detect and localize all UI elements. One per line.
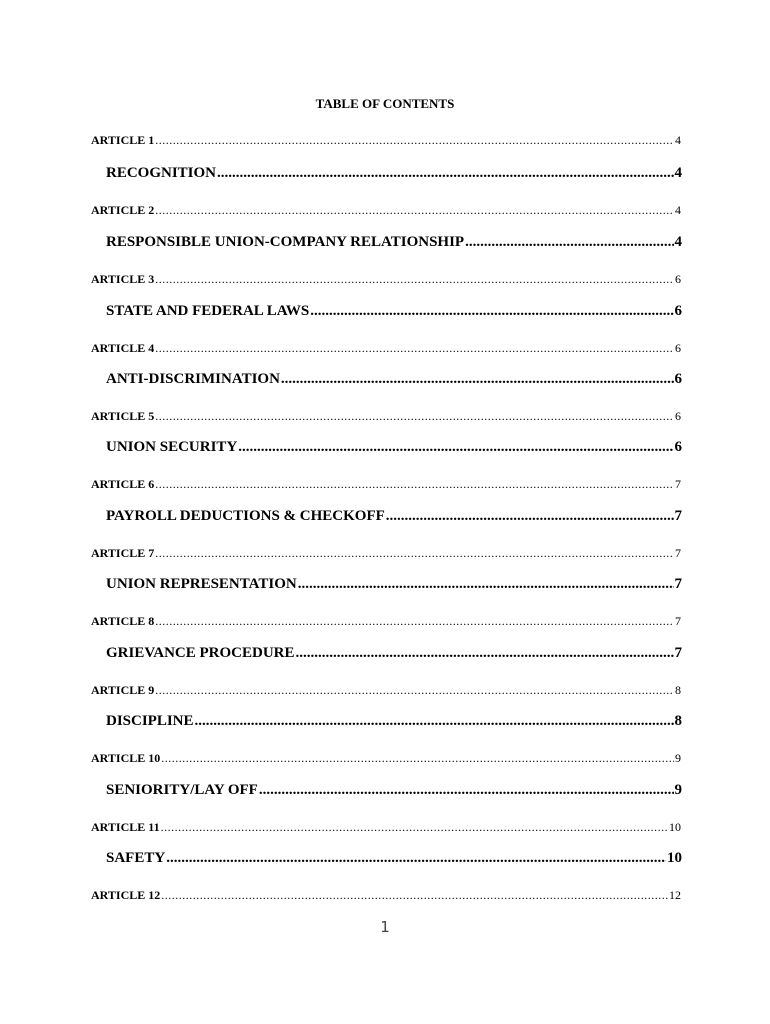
toc-entry-page: 10 — [667, 850, 682, 866]
dot-leader — [238, 437, 673, 457]
dot-leader — [298, 574, 674, 594]
dot-leader — [155, 271, 674, 287]
dot-leader — [296, 643, 674, 663]
toc-entry-label: ARTICLE 5 — [91, 409, 155, 423]
toc-entry-article-1[interactable] — [91, 132, 681, 148]
toc-entry-page: 6 — [674, 439, 682, 455]
toc-entry-label: ANTI-DISCRIMINATION — [106, 371, 280, 387]
toc-entry-article-8[interactable] — [91, 613, 681, 629]
toc-entry-label: ARTICLE 10 — [91, 751, 161, 765]
toc-entry-label: ARTICLE 12 — [91, 888, 161, 902]
toc-entry-page: 6 — [675, 341, 681, 355]
toc-entry-seniority-lay-off[interactable] — [106, 780, 682, 800]
dot-leader — [281, 369, 674, 389]
page-number: 1 — [380, 918, 390, 936]
dot-leader — [217, 163, 673, 183]
dot-leader — [155, 202, 674, 218]
toc-entry-article-10[interactable] — [91, 750, 681, 766]
toc-entry-page: 6 — [674, 303, 682, 319]
dot-leader — [155, 132, 674, 148]
toc-entry-page: 7 — [674, 576, 682, 592]
toc-entry-article-6[interactable] — [91, 476, 681, 492]
toc-entry-union-security[interactable] — [106, 437, 682, 457]
toc-entry-label: DISCIPLINE — [106, 713, 194, 729]
toc-entry-page: 8 — [675, 683, 681, 697]
toc-entry-label: ARTICLE 6 — [91, 477, 155, 491]
toc-entry-page: 8 — [674, 713, 682, 729]
toc-entry-anti-discrimination[interactable] — [106, 369, 682, 389]
toc-entry-label: RECOGNITION — [106, 165, 217, 181]
toc-entry-article-11[interactable] — [91, 819, 681, 835]
toc-entry-page: 9 — [674, 782, 682, 798]
toc-entry-label: ARTICLE 9 — [91, 683, 155, 697]
toc-entry-page: 12 — [669, 888, 681, 902]
toc-entry-label: ARTICLE 2 — [91, 203, 155, 217]
toc-entry-article-4[interactable] — [91, 340, 681, 356]
toc-entry-page: 9 — [675, 751, 681, 765]
toc-entry-label: ARTICLE 1 — [91, 133, 155, 147]
toc-entry-page: 6 — [674, 371, 682, 387]
dot-leader — [166, 848, 666, 868]
toc-entry-label: ARTICLE 7 — [91, 546, 155, 560]
toc-entry-article-7[interactable] — [91, 545, 681, 561]
toc-entry-page: 4 — [674, 165, 682, 181]
toc-entry-page: 6 — [675, 409, 681, 423]
dot-leader — [195, 711, 674, 731]
toc-entry-label: RESPONSIBLE UNION-COMPANY RELATIONSHIP — [106, 234, 465, 250]
toc-entry-page: 7 — [675, 614, 681, 628]
toc-entry-label: ARTICLE 11 — [91, 820, 160, 834]
dot-leader — [155, 545, 674, 561]
toc-entry-page: 7 — [674, 508, 682, 524]
toc-entry-article-2[interactable] — [91, 202, 681, 218]
toc-entry-page: 4 — [675, 133, 681, 147]
dot-leader — [386, 506, 674, 526]
toc-entry-page: 7 — [674, 645, 682, 661]
dot-leader — [465, 232, 673, 252]
toc-entry-recognition[interactable] — [106, 163, 682, 183]
dot-leader — [161, 887, 668, 903]
dot-leader — [161, 819, 668, 835]
toc-entry-label: PAYROLL DEDUCTIONS & CHECKOFF — [106, 508, 385, 524]
toc-entry-page: 7 — [675, 477, 681, 491]
toc-title: TABLE OF CONTENTS — [315, 96, 455, 111]
toc-entry-label: UNION SECURITY — [106, 439, 238, 455]
toc-entry-label: ARTICLE 3 — [91, 272, 155, 286]
toc-entry-union-representation[interactable] — [106, 574, 682, 594]
toc-entry-article-9[interactable] — [91, 682, 681, 698]
dot-leader — [310, 301, 673, 321]
dot-leader — [155, 408, 674, 424]
toc-entry-page: 10 — [669, 820, 681, 834]
toc-entry-page: 4 — [675, 203, 681, 217]
toc-entry-responsible-relationship[interactable] — [106, 232, 682, 252]
toc-entry-page: 4 — [674, 234, 682, 250]
dot-leader — [259, 780, 674, 800]
toc-entry-payroll-deductions[interactable] — [106, 506, 682, 526]
toc-entry-label: STATE AND FEDERAL LAWS — [106, 303, 310, 319]
toc-entry-label: GRIEVANCE PROCEDURE — [106, 645, 295, 661]
toc-entry-page: 7 — [675, 546, 681, 560]
toc-entry-label: UNION REPRESENTATION — [106, 576, 297, 592]
dot-leader — [155, 613, 674, 629]
toc-entry-grievance-procedure[interactable] — [106, 643, 682, 663]
toc-entry-state-federal-laws[interactable] — [106, 301, 682, 321]
toc-entry-safety[interactable] — [106, 848, 682, 868]
toc-entry-label: ARTICLE 4 — [91, 341, 155, 355]
toc-entry-discipline[interactable] — [106, 711, 682, 731]
toc-entry-label: ARTICLE 8 — [91, 614, 155, 628]
toc-entry-article-3[interactable] — [91, 271, 681, 287]
toc-entry-label: SENIORITY/LAY OFF — [106, 782, 258, 798]
dot-leader — [155, 682, 674, 698]
toc-entry-article-12[interactable] — [91, 887, 681, 903]
dot-leader — [155, 476, 674, 492]
dot-leader — [155, 340, 674, 356]
dot-leader — [161, 750, 674, 766]
toc-entry-article-5[interactable] — [91, 408, 681, 424]
toc-entry-page: 6 — [675, 272, 681, 286]
toc-entry-label: SAFETY — [106, 850, 166, 866]
